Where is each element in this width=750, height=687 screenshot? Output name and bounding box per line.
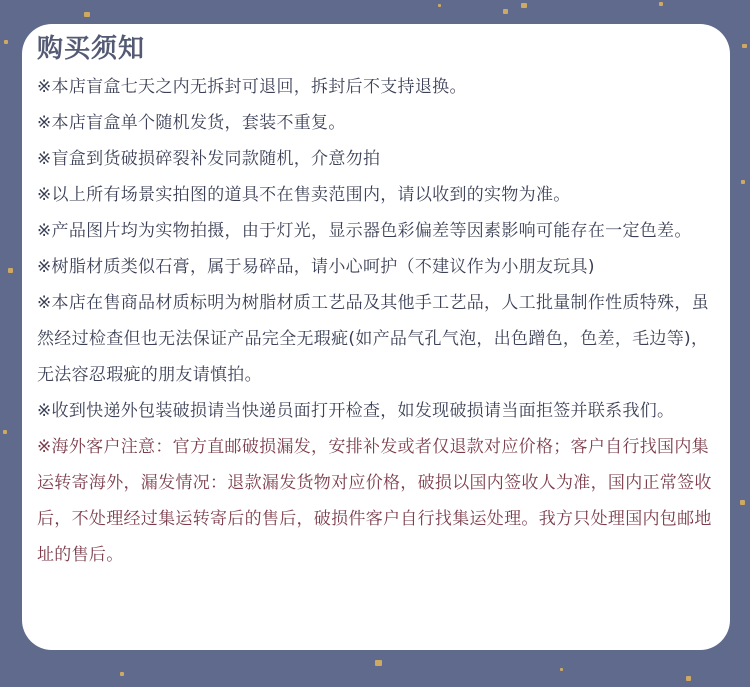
notice-item: ※本店盲盒单个随机发货，套装不重复。 (37, 113, 346, 133)
gold-sparkle-decoration (84, 12, 90, 17)
gold-sparkle-decoration (742, 44, 747, 48)
gold-sparkle-decoration (521, 3, 527, 8)
gold-sparkle-decoration (375, 660, 382, 666)
gold-sparkle-decoration (740, 500, 745, 505)
notice-item: ※本店盲盒七天之内无拆封可退回，拆封后不支持退换。 (37, 77, 467, 97)
gold-sparkle-decoration (503, 9, 508, 14)
gold-sparkle-decoration (4, 40, 8, 44)
gold-sparkle-decoration (560, 668, 563, 671)
gold-sparkle-decoration (438, 4, 441, 7)
gold-sparkle-decoration (741, 180, 745, 184)
gold-sparkle-decoration (3, 430, 7, 434)
gold-sparkle-decoration (8, 268, 13, 273)
notice-item: ※产品图片均为实物拍摄，由于灯光，显示器色彩偏差等因素影响可能存在一定色差。 (37, 221, 692, 241)
gold-sparkle-decoration (659, 2, 663, 6)
notice-item: ※盲盒到货破损碎裂补发同款随机，介意勿拍 (37, 149, 381, 169)
notice-item: ※本店在售商品材质标明为树脂材质工艺品及其他手工艺品，人工批量制作性质特殊，虽然经过检查但也无法保证产品完全无瑕疵(如产品气孔气泡，出色蹭色，色差，毛边等)，无法容忍瑕疵的朋友请慎拍。 (37, 293, 709, 385)
notice-item-overseas: ※海外客户注意：官方直邮破损漏发，安排补发或者仅退款对应价格；客户自行找国内集运转寄海外，漏发情况：退款漏发货物对应价格，破损以国内签收人为准，国内正常签收后，不处理经过集运转寄后的售后，破损件客户自行找集运处理。我方只处理国内包邮地址的售后。 (37, 437, 712, 565)
notice-title: 购买须知 (37, 34, 146, 64)
notice-item: ※收到快递外包装破损请当快递员面打开检查，如发现破损请当面拒签并联系我们。 (37, 401, 675, 421)
purchase-notice-card (22, 24, 730, 650)
gold-sparkle-decoration (120, 672, 124, 676)
notice-list (37, 69, 718, 573)
gold-sparkle-decoration (686, 676, 691, 681)
notice-item: ※以上所有场景实拍图的道具不在售卖范围内，请以收到的实物为准。 (37, 185, 571, 205)
notice-item: ※树脂材质类似石膏，属于易碎品，请小心呵护（不建议作为小朋友玩具) (37, 257, 595, 277)
